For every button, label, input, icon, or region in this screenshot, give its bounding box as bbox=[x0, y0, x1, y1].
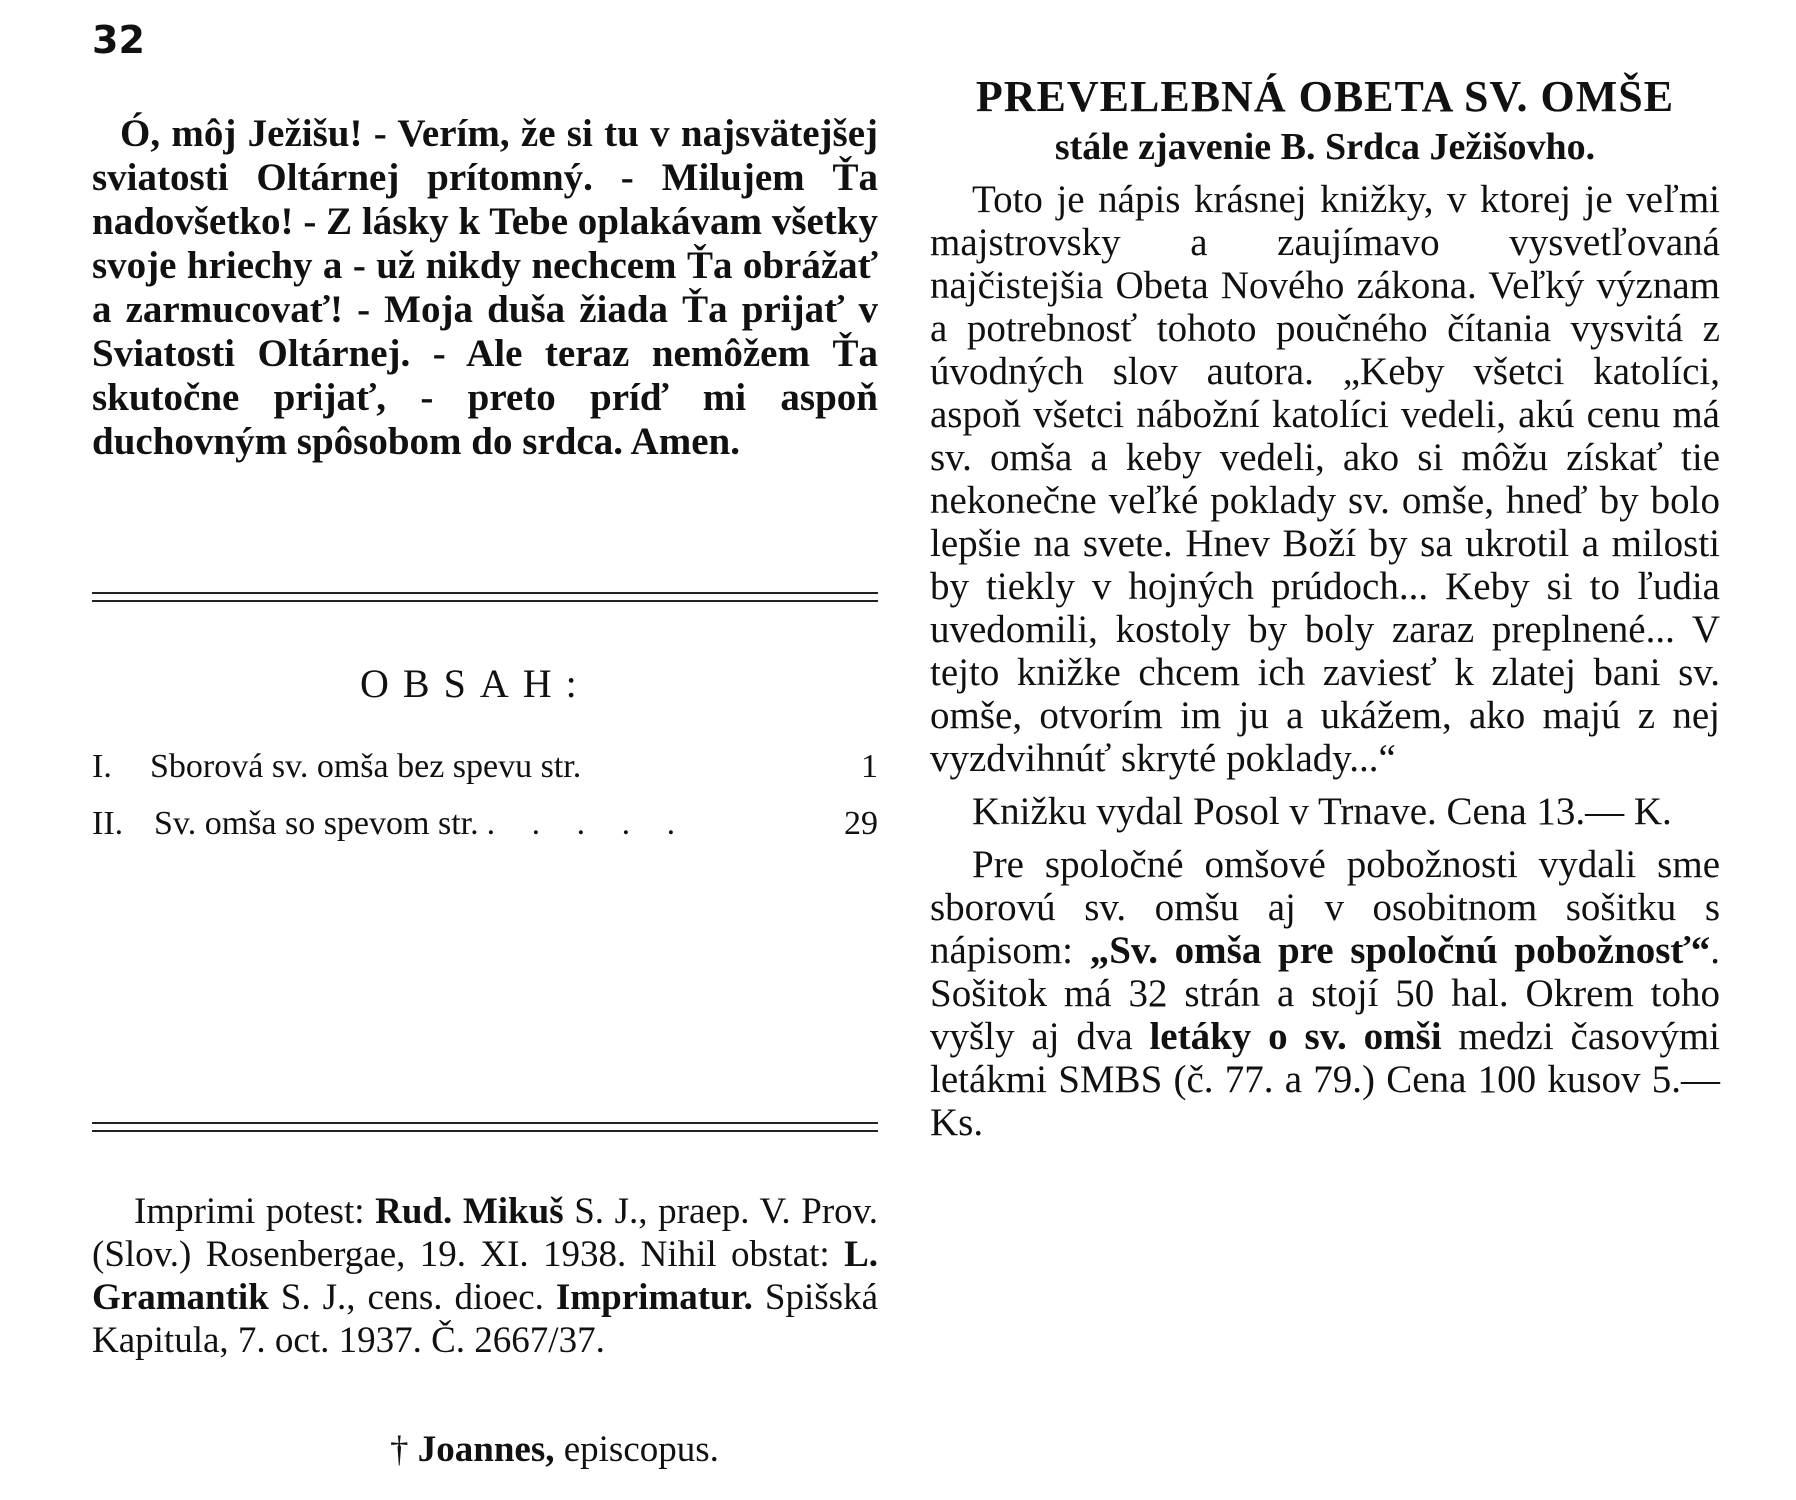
advert-text: medzi časovými letákmi SMBS (č. 77. a 79.) Cena 100 kusov 5.— Ks. bbox=[930, 1015, 1721, 1144]
contents-item-title: Sv. omša so spevom str. bbox=[154, 805, 479, 842]
bishop-signature bbox=[390, 1428, 719, 1471]
contents-item-number: II. bbox=[92, 805, 124, 842]
section-divider bbox=[92, 592, 878, 602]
section-divider bbox=[92, 1122, 878, 1132]
prayer-text: Ó, môj Ježišu! - Verím, že si tu v najsvätejšej sviatosti Oltárnej prítomný. - Milujem Ťa nadovšetko! - Z lásky k Tebe oplakávam všetky svoje hriechy a - už nikdy nechcem Ťa obrážať a zarmucovať! - Moja duša žiada Ťa prijať v Sviatosti Oltárnej. - Ale teraz nemôžem Ťa skutočne prijať, - preto príď mi aspoň duchovným spôsobom do srdca. Amen. bbox=[92, 112, 878, 463]
advert-emphasis: „Sv. omša pre spoločnú pobožnosť“ bbox=[1089, 929, 1711, 972]
contents-item bbox=[92, 805, 878, 843]
contents-item-number: I. bbox=[92, 748, 112, 785]
imprint-label: Imprimatur. bbox=[555, 1277, 753, 1318]
contents-item-page: 1 bbox=[861, 748, 878, 785]
imprint-text: S. J., praep. V. Prov. (Slov.) Rosenbergae, 19. XI. 1938. Nihil obstat: bbox=[92, 1191, 878, 1275]
advert-text: . Sošitok má 32 strán a stojí 50 hal. Okrem toho vyšly aj dva bbox=[930, 929, 1721, 1058]
signature-name: Joannes, bbox=[417, 1429, 555, 1470]
imprint-text: S. J., cens. dioec. bbox=[268, 1277, 556, 1318]
right-column bbox=[930, 72, 1720, 1154]
contents-title: OBSAH: bbox=[360, 661, 591, 706]
left-column bbox=[92, 112, 878, 464]
advert-text: Pre spoločné omšové pobožnosti vydali sme sborovú sv. omšu aj v osobitnom sošitku s nápisom: bbox=[930, 843, 1720, 972]
advert-paragraph bbox=[930, 843, 1720, 1144]
imprint-text: Imprimi potest: bbox=[134, 1191, 376, 1232]
contents-item-page: 29 bbox=[844, 805, 878, 842]
imprint-text: Spišská Kapitula, 7. oct. 1937. Č. 2667/37. bbox=[92, 1277, 878, 1361]
contents-item bbox=[92, 748, 878, 786]
advert-emphasis: letáky o sv. omši bbox=[1149, 1015, 1442, 1058]
contents-item-title: Sborová sv. omša bez spevu str. bbox=[150, 748, 582, 785]
page-number: 32 bbox=[92, 18, 145, 62]
imprint-name: L. Gramantik bbox=[92, 1234, 878, 1318]
contents-item-leader: . . . . . bbox=[486, 805, 690, 842]
imprint-name: Rud. Mikuš bbox=[375, 1191, 564, 1232]
imprimatur-note bbox=[92, 1190, 878, 1362]
cross-icon: † bbox=[390, 1429, 418, 1470]
book-advert-subtitle: stále zjavenie B. Srdca Ježišovho. bbox=[1054, 126, 1596, 168]
signature-title: episcopus. bbox=[554, 1429, 719, 1470]
advert-paragraph: Knižku vydal Posol v Trnave. Cena 13.— K. bbox=[972, 790, 1672, 833]
advert-paragraph: Toto je nápis krásnej knižky, v ktorej je veľmi majstrovsky a zaujímavo vysvetľovaná najčistejšia Obeta Nového zákona. Veľký význam a potrebnosť tohoto poučného čítania vysvitá z úvodných slov autora. „Keby všetci katolíci, aspoň všetci nábožní katolíci vedeli, akú cenu má sv. omša a keby vedeli, ako si môžu získať tie nekonečne veľké poklady sv. omše, hneď by bolo lepšie na svete. Hnev Boží by sa ukrotil a milosti by tiekly v hojných prúdoch... Keby si to ľudia uvedomili, kostoly by boly zaraz preplnené... V tejto knižke chcem ich zaviesť k zlatej bani sv. omše, otvorím im ju a ukážem, ako majú z nej vyzdvihnúť skryté poklady...“ bbox=[930, 178, 1720, 780]
book-advert-title: PREVELEBNÁ OBETA SV. OMŠE bbox=[975, 72, 1675, 121]
